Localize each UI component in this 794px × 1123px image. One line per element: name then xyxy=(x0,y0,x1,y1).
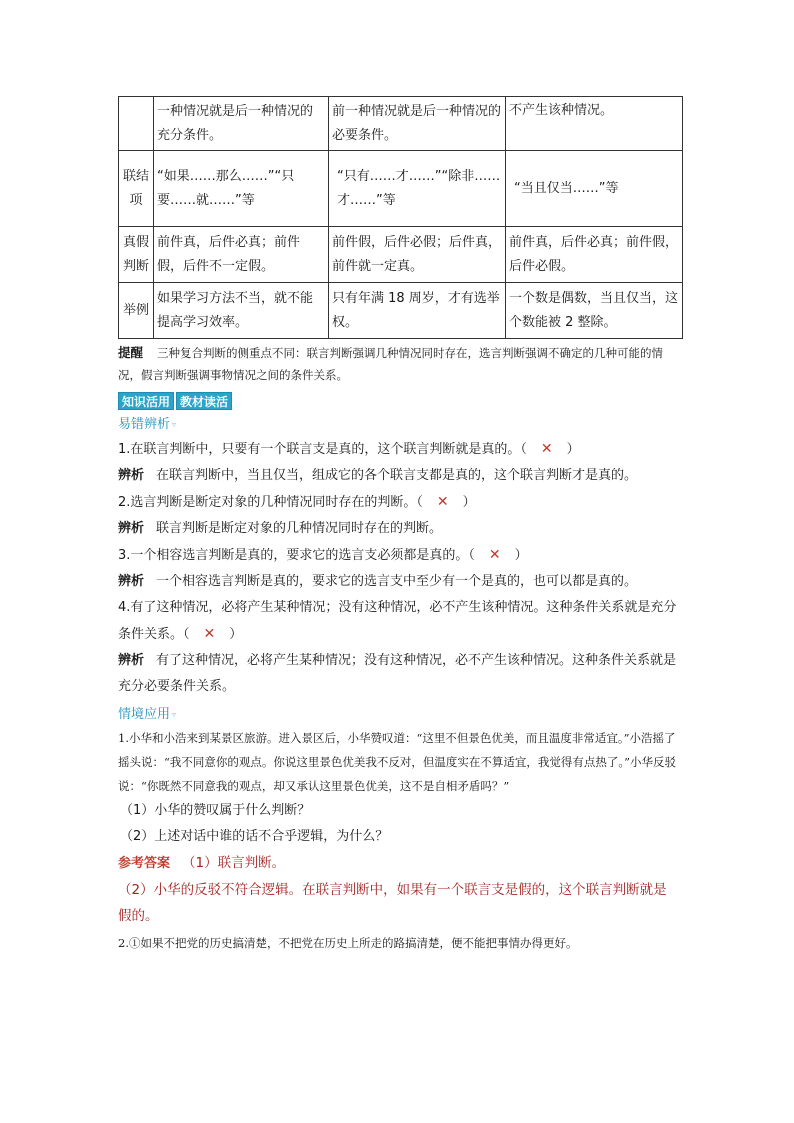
row-header: 联结项 xyxy=(119,151,154,227)
row-header: 真假判断 xyxy=(119,227,154,283)
question-text: 3.一个相容选言判断是真的，要求它的选言支必须都是真的。（ xyxy=(118,548,475,563)
question-text: 4.有了这种情况，必将产生某种情况；没有这种情况，必不产生该种情况。这种条件关系就是充分条件关系。（ xyxy=(118,600,677,642)
analysis xyxy=(118,463,678,489)
table-row xyxy=(119,151,683,227)
tip-note xyxy=(118,342,678,386)
banner-tag: 知识活用 xyxy=(118,392,174,410)
error-items xyxy=(118,436,678,700)
analysis xyxy=(118,569,678,595)
analysis-text: 有了这种情况，必将产生某种情况；没有这种情况，必不产生该种情况。这种条件关系就是充分必要条件关系。 xyxy=(118,653,677,694)
table-cell: 前件假，后件必假；后件真，前件就一定真。 xyxy=(329,227,506,283)
table-cell: 前一种情况就是后一种情况的必要条件。 xyxy=(329,97,506,151)
section-heading xyxy=(118,414,678,436)
answer-label: 参考答案 xyxy=(118,856,171,871)
table-cell: 前件真，后件必真；前件假，后件不一定假。 xyxy=(154,227,329,283)
analysis-text: 一个相容选言判断是真的，要求它的选言支中至少有一个是真的，也可以都是真的。 xyxy=(156,574,638,589)
analysis xyxy=(118,516,678,542)
scenario-text: 1.小华和小浩来到某景区旅游。进入景区后，小华赞叹道：“这里不但景色优美，而且温度非常适宜。”小浩摇了摇头说：“我不同意你的观点。你说这里景色优美我不反对，但温度实在不算适宜，我觉得有点热了。”小华反驳说：“你既然不同意我的观点，却又承认这里景色优美，这不是自相矛盾吗？” xyxy=(118,731,677,793)
cross-mark-icon: ✕ xyxy=(203,626,216,642)
chevron-down-icon: ▿ xyxy=(172,710,177,719)
question-text: 2.选言判断是断定对象的几种情况同时存在的判断。（ xyxy=(118,495,423,510)
section-banner xyxy=(118,392,678,410)
table-cell: 一种情况就是后一种情况的充分条件。 xyxy=(154,97,329,151)
section-title: 情境应用 xyxy=(118,707,171,722)
cross-mark-icon: ✕ xyxy=(540,441,553,457)
table-cell: “只有……才……”“除非……才……”等 xyxy=(329,151,506,227)
analysis-label: 辨析 xyxy=(118,653,145,668)
table-row xyxy=(119,97,683,151)
question-text: 1.在联言判断中，只要有一个联言支是真的，这个联言判断就是真的。（ xyxy=(118,442,527,457)
analysis-label: 辨析 xyxy=(118,468,145,483)
table-row xyxy=(119,283,683,339)
cross-mark-icon: ✕ xyxy=(488,547,501,563)
table-cell: “当且仅当……”等 xyxy=(506,151,683,227)
analysis xyxy=(118,648,678,700)
page-content xyxy=(118,96,678,955)
table-cell: 如果学习方法不当，就不能提高学习效率。 xyxy=(154,283,329,339)
paren-close: ） xyxy=(566,442,580,457)
analysis-label: 辨析 xyxy=(118,521,145,536)
tip-label: 提醒 xyxy=(118,345,144,360)
section-heading xyxy=(118,704,678,726)
table-cell: 不产生该种情况。 xyxy=(506,97,683,151)
tip-text: 三种复合判断的侧重点不同：联言判断强调几种情况同时存在，选言判断强调不确定的几种可能的情况，假言判断强调事物情况之间的条件关系。 xyxy=(118,346,664,382)
table-row xyxy=(119,227,683,283)
comparison-table xyxy=(118,96,683,339)
paren-close: ） xyxy=(514,548,528,563)
table-cell: 只有年满 18 周岁，才有选举权。 xyxy=(329,283,506,339)
row-header: 举例 xyxy=(119,283,154,339)
question xyxy=(118,595,678,648)
question xyxy=(118,542,678,569)
scenario-item: 2.①如果不把党的历史搞清楚，不把党在历史上所走的路搞清楚，便不能把事情办得更好。 xyxy=(118,936,578,950)
row-header xyxy=(119,97,154,151)
chevron-down-icon: ▿ xyxy=(172,420,177,429)
analysis-text: 联言判断是断定对象的几种情况同时存在的判断。 xyxy=(156,521,443,536)
section-title: 易错辨析 xyxy=(118,417,171,432)
table-cell: “如果……那么……”“只要……就……”等 xyxy=(154,151,329,227)
table-cell: 一个数是偶数，当且仅当，这个数能被 2 整除。 xyxy=(506,283,683,339)
answer-text: （1）联言判断。 xyxy=(182,855,286,871)
answer-row xyxy=(118,850,678,877)
paren-close: ） xyxy=(462,495,476,510)
question xyxy=(118,436,678,463)
paren-close: ） xyxy=(229,627,243,642)
sub-question: （2）上述对话中谁的话不合乎逻辑，为什么？ xyxy=(120,829,389,844)
analysis-label: 辨析 xyxy=(118,574,145,589)
sub-question: （1）小华的赞叹属于什么判断？ xyxy=(120,803,311,818)
answer-text: （2）小华的反驳不符合逻辑。在联言判断中，如果有一个联言支是假的，这个联言判断就是假的。 xyxy=(118,882,667,924)
question xyxy=(118,489,678,516)
table-cell: 前件真，后件必真；前件假，后件必假。 xyxy=(506,227,683,283)
cross-mark-icon: ✕ xyxy=(436,494,449,510)
analysis-text: 在联言判断中，当且仅当，组成它的各个联言支都是真的，这个联言判断才是真的。 xyxy=(156,468,638,483)
banner-tag: 教材读活 xyxy=(176,392,232,410)
